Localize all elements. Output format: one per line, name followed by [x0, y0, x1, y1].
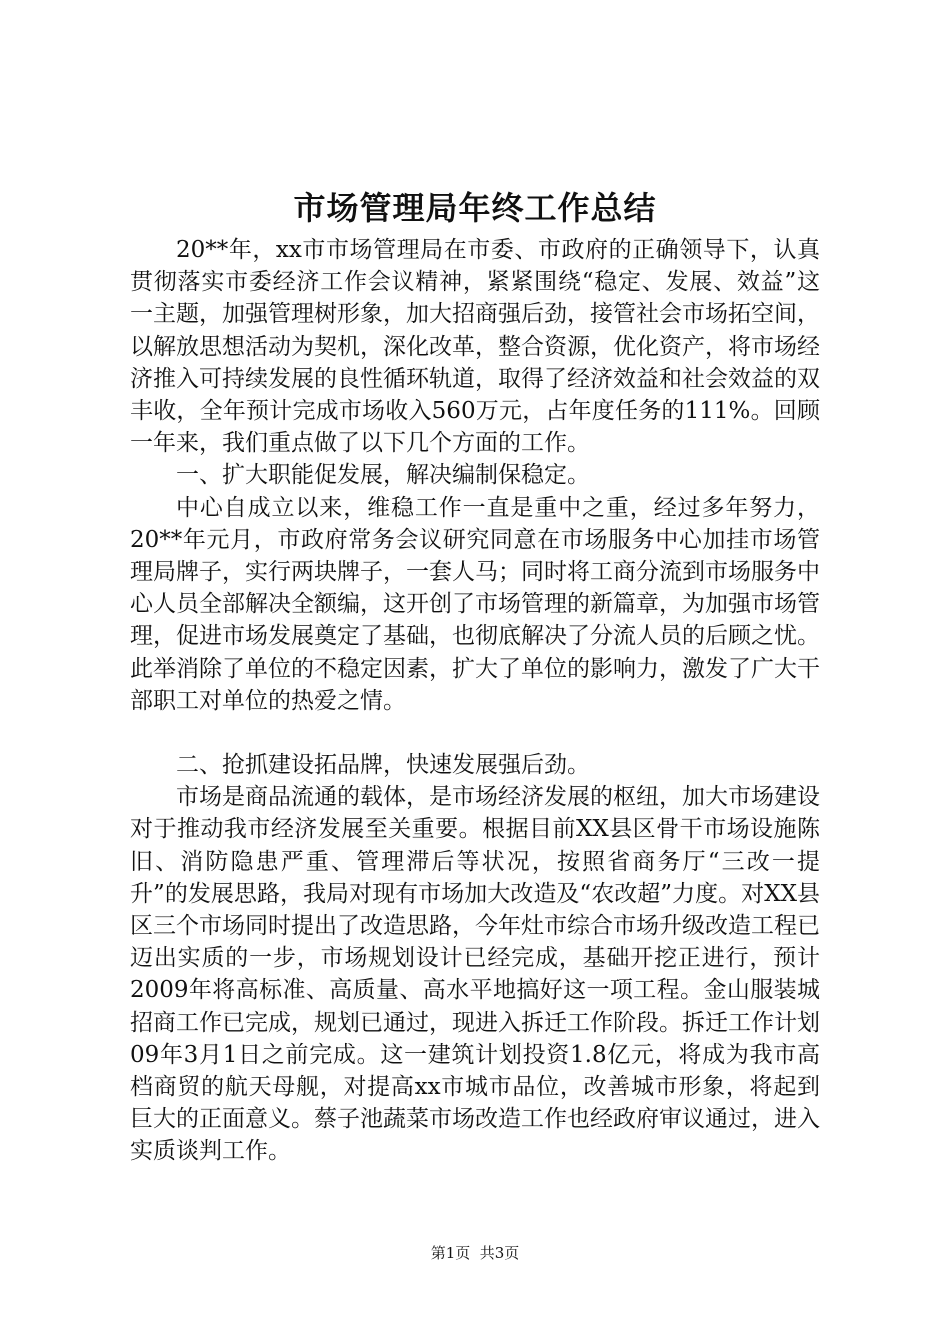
section-2-paragraph: 市场是商品流通的载体，是市场经济发展的枢纽，加大市场建设对于推动我市经济发展至关重要。根据目前XX县区骨干市场设施陈旧、消防隐患严重、管理滞后等状况，按照省商务厅“三改一提升”的发展思路，我局对现有市场加大改造及“农改超”力度。对XX县区三个市场同时提出了改造思路，今年灶市综合市场升级改造工程已迈出实质的一步，市场规划设计已经完成，基础开挖正进行，预计2009年将高标准、高质量、高水平地搞好这一项工程。金山服装城招商工作已完成，规划已通过，现进入拆迁工作阶段。拆迁工作计划09年3月1日之前完成。这一建筑计划投资1.8亿元，将成为我市高档商贸的航天母舰，对提高xx市城市品位，改善城市形象，将起到巨大的正面意义。蔡子池蔬菜市场改造工作也经政府审议通过，进入实质谈判工作。 — [130, 784, 820, 1165]
intro-paragraph: 20**年，xx市市场管理局在市委、市政府的正确领导下，认真贯彻落实市委经济工作会议精神，紧紧围绕“稳定、发展、效益”这一主题，加强管理树形象，加大招商强后劲，接管社会市场拓空间，以解放思想活动为契机，深化改革，整合资源，优化资产，将市场经济推入可持续发展的良性循环轨道，取得了经济效益和社会效益的双丰收，全年预计完成市场收入560万元，占年度任务的111%。回顾一年来，我们重点做了以下几个方面的工作。 — [130, 237, 820, 457]
section-1-paragraph: 中心自成立以来，维稳工作一直是重中之重，经过多年努力，20**年元月，市政府常务会议研究同意在市场服务中心加挂市场管理局牌子，实行两块牌子，一套人马；同时将工商分流到市场服务中心人员全部解决全额编，这开创了市场管理的新篇章，为加强市场管理，促进市场发展奠定了基础，也彻底解决了分流人员的后顾之忧。此举消除了单位的不稳定因素，扩大了单位的影响力，激发了广大干部职工对单位的热爱之情。 — [130, 494, 820, 714]
document-body — [130, 234, 820, 1168]
document-title: 市场管理局年终工作总结 — [293, 189, 657, 227]
section-heading-1: 一、扩大职能促发展，解决编制保稳定。 — [176, 462, 590, 489]
section-heading-2: 二、抢抓建设拓品牌，快速发展强后劲。 — [176, 752, 590, 779]
page-number-footer: 第1页 共3页 — [430, 1244, 520, 1262]
paragraph-spacer — [130, 717, 820, 749]
